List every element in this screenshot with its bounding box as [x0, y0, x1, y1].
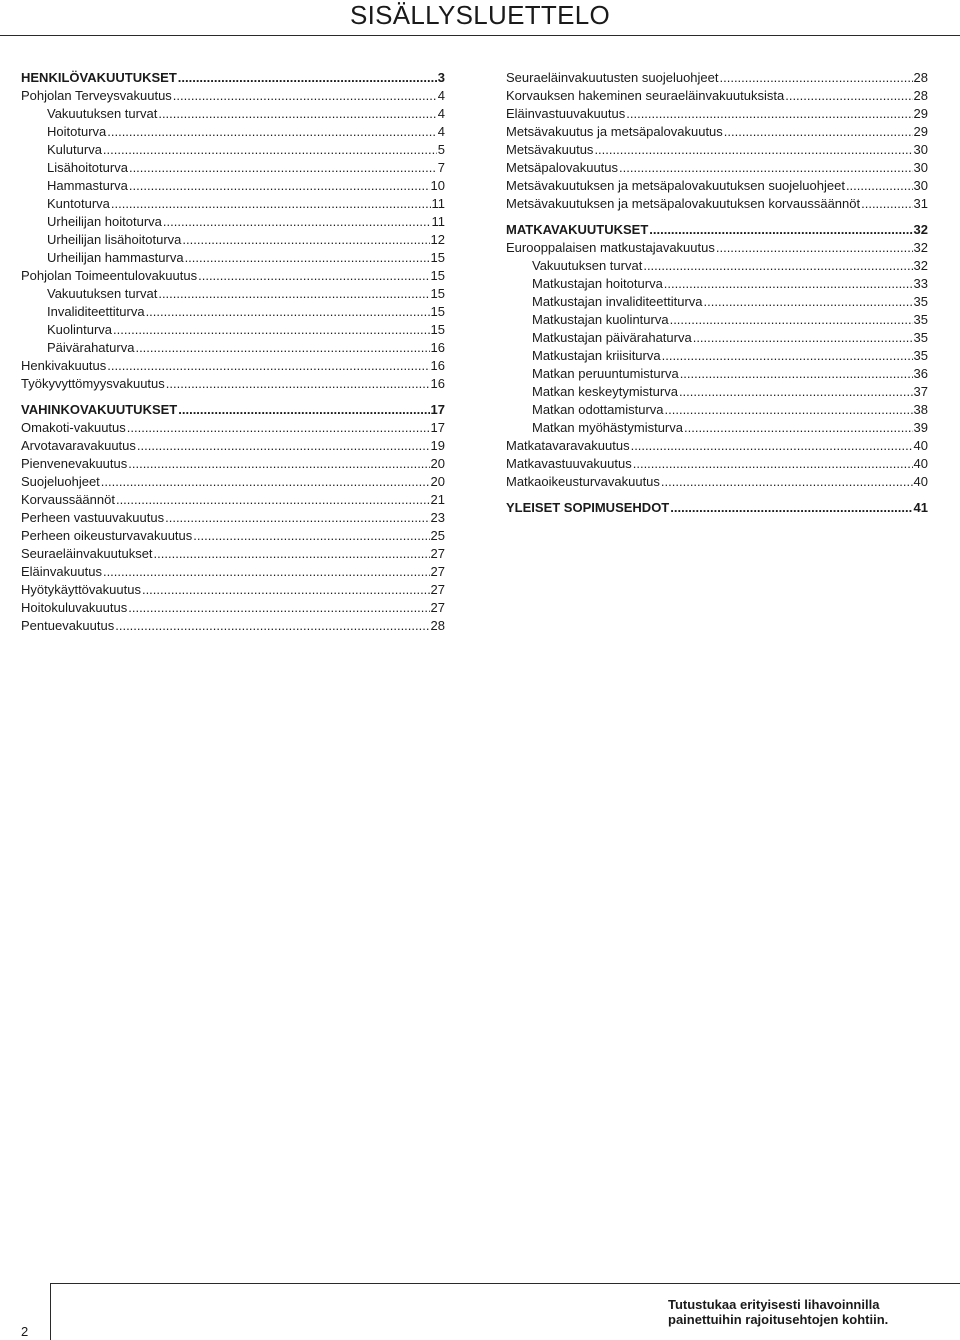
toc-entry[interactable] [21, 581, 445, 599]
toc-dot-leader [101, 473, 430, 491]
toc-entry[interactable] [21, 563, 445, 581]
toc-dot-leader [113, 321, 429, 339]
toc-entry-page: 11 [431, 196, 445, 211]
toc-dot-leader [163, 213, 431, 231]
toc-dot-leader [142, 581, 430, 599]
toc-entry-label: Eläinvakuutus [21, 564, 102, 579]
toc-entry[interactable] [506, 437, 928, 455]
toc-entry[interactable] [506, 347, 928, 365]
toc-entry-page: 5 [437, 142, 445, 157]
toc-entry[interactable] [506, 293, 928, 311]
toc-dot-leader [679, 383, 913, 401]
toc-dot-leader [680, 365, 913, 383]
toc-entry[interactable] [21, 599, 445, 617]
toc-entry-label: Matkan odottamisturva [532, 402, 664, 417]
toc-entry-page: 41 [913, 500, 928, 515]
toc-entry-label: Hoitoturva [47, 124, 107, 139]
toc-dot-leader [128, 599, 429, 617]
toc-entry-page: 27 [430, 582, 445, 597]
toc-entry-page: 40 [913, 474, 928, 489]
toc-dot-leader [633, 455, 913, 473]
toc-dot-leader [619, 159, 913, 177]
toc-entry-page: 10 [430, 178, 445, 193]
toc-entry-label: Metsävakuutus ja metsäpalovakuutus [506, 124, 723, 139]
toc-dot-leader [704, 293, 913, 311]
toc-entry[interactable] [506, 401, 928, 419]
toc-entry-page: 27 [430, 564, 445, 579]
toc-dot-leader [128, 455, 429, 473]
toc-dot-leader [594, 141, 912, 159]
toc-entry-page: 28 [913, 70, 928, 85]
toc-entry-label: Perheen vastuuvakuutus [21, 510, 165, 525]
toc-entry-label: Kuntoturva [47, 196, 110, 211]
toc-dot-leader [649, 221, 912, 239]
toc-dot-leader [643, 257, 912, 275]
toc-entry-label: Urheilijan hammasturva [47, 250, 184, 265]
toc-entry-page: 30 [913, 142, 928, 157]
toc-entry[interactable] [506, 105, 928, 123]
toc-entry-page: 27 [430, 600, 445, 615]
toc-entry[interactable] [506, 257, 928, 275]
toc-entry-page: 28 [913, 88, 928, 103]
toc-entry[interactable] [21, 509, 445, 527]
toc-entry-label: Metsäpalovakuutus [506, 160, 619, 175]
toc-entry[interactable] [21, 267, 445, 285]
toc-dot-leader [129, 159, 437, 177]
toc-entry[interactable] [506, 177, 928, 195]
footer-note [668, 1297, 948, 1327]
toc-entry-page: 31 [913, 196, 928, 211]
toc-dot-leader [661, 473, 913, 491]
toc-dot-leader [716, 239, 913, 257]
toc-entry-page: 11 [431, 214, 445, 229]
toc-entry[interactable] [21, 177, 445, 195]
toc-entry-label: Korvaussäännöt [21, 492, 115, 507]
toc-dot-leader [631, 437, 913, 455]
toc-entry[interactable] [506, 455, 928, 473]
toc-dot-leader [154, 545, 430, 563]
toc-entry[interactable] [506, 123, 928, 141]
toc-entry-page: 35 [913, 348, 928, 363]
toc-entry-label: Matkavastuuvakuutus [506, 456, 632, 471]
toc-dot-leader [166, 375, 430, 393]
toc-entry-label: Matkan myöhästymisturva [532, 420, 683, 435]
toc-entry-label: Pohjolan Terveysvakuutus [21, 88, 172, 103]
toc-dot-leader [198, 267, 429, 285]
toc-section-heading[interactable] [21, 69, 445, 87]
toc-entry-page: 15 [430, 322, 445, 337]
toc-entry-page: 25 [430, 528, 445, 543]
toc-entry-page: 39 [913, 420, 928, 435]
page-number: 2 [21, 1324, 29, 1339]
toc-entry[interactable] [21, 419, 445, 437]
toc-entry[interactable] [21, 141, 445, 159]
toc-entry[interactable] [506, 239, 928, 257]
toc-entry-page: 4 [437, 124, 445, 139]
toc-entry-page: 30 [913, 160, 928, 175]
toc-entry-label: Matkustajan kriisiturva [532, 348, 661, 363]
toc-entry[interactable] [506, 275, 928, 293]
toc-entry[interactable] [21, 105, 445, 123]
toc-dot-leader [146, 303, 430, 321]
toc-entry-label: Hoitokuluvakuutus [21, 600, 128, 615]
toc-entry[interactable] [21, 213, 445, 231]
toc-dot-leader [665, 401, 913, 419]
toc-entry-page: 23 [430, 510, 445, 525]
toc-entry-page: 35 [913, 312, 928, 327]
toc-entry[interactable] [21, 437, 445, 455]
toc-entry[interactable] [21, 527, 445, 545]
toc-entry-page: 33 [913, 276, 928, 291]
toc-entry-label: Metsävakuutus [506, 142, 594, 157]
toc-dot-leader [861, 195, 912, 213]
toc-entry-label: Pentuevakuutus [21, 618, 115, 633]
toc-dot-leader [670, 499, 912, 517]
toc-entry-label: Vakuutuksen turvat [532, 258, 643, 273]
toc-dot-leader [720, 69, 913, 87]
toc-entry[interactable] [21, 473, 445, 491]
toc-dot-leader [178, 69, 437, 87]
toc-left-column [21, 69, 445, 635]
toc-entry-page: 15 [430, 250, 445, 265]
toc-entry-label: Henkivakuutus [21, 358, 107, 373]
toc-dot-leader [116, 491, 430, 509]
toc-dot-leader [785, 87, 912, 105]
toc-entry[interactable] [506, 383, 928, 401]
toc-entry-label: Seuraeläinvakuutusten suojeluohjeet [506, 70, 719, 85]
toc-entry[interactable] [21, 249, 445, 267]
toc-dot-leader [182, 231, 429, 249]
toc-entry-label: Päivärahaturva [47, 340, 135, 355]
toc-entry[interactable] [506, 141, 928, 159]
toc-entry-label: VAHINKOVAKUUTUKSET [21, 402, 178, 417]
toc-entry[interactable] [21, 321, 445, 339]
toc-entry-page: 15 [430, 304, 445, 319]
toc-dot-leader [693, 329, 913, 347]
toc-entry-label: Matkaoikeusturvavakuutus [506, 474, 660, 489]
toc-entry[interactable] [21, 375, 445, 393]
toc-dot-leader [135, 339, 429, 357]
toc-entry[interactable] [21, 195, 445, 213]
toc-dot-leader [662, 347, 913, 365]
toc-entry-page: 3 [437, 70, 445, 85]
footer-rule [50, 1283, 960, 1284]
toc-entry[interactable] [506, 159, 928, 177]
toc-entry-page: 19 [430, 438, 445, 453]
toc-entry-label: Matkan peruuntumisturva [532, 366, 679, 381]
toc-entry[interactable] [506, 419, 928, 437]
toc-entry-label: Kuolinturva [47, 322, 113, 337]
toc-dot-leader [111, 195, 431, 213]
toc-dot-leader [165, 509, 429, 527]
toc-entry-label: HENKILÖVAKUUTUKSET [21, 70, 177, 85]
toc-entry-label: Arvotavaravakuutus [21, 438, 136, 453]
toc-entry[interactable] [506, 69, 928, 87]
toc-dot-leader [670, 311, 913, 329]
toc-dot-leader [185, 249, 430, 267]
toc-entry-label: Suojeluohjeet [21, 474, 100, 489]
toc-dot-leader [137, 437, 430, 455]
footer-note-line: Tutustukaa erityisesti lihavoinnilla [668, 1297, 880, 1312]
toc-entry-page: 4 [437, 106, 445, 121]
toc-entry-label: Matkustajan hoitoturva [532, 276, 663, 291]
toc-entry-label: Invaliditeettiturva [47, 304, 145, 319]
toc-entry[interactable] [21, 455, 445, 473]
toc-section-heading[interactable] [21, 401, 445, 419]
toc-entry-page: 28 [430, 618, 445, 633]
toc-entry-label: Urheilijan hoitoturva [47, 214, 162, 229]
toc-entry[interactable] [21, 491, 445, 509]
toc-entry-page: 16 [430, 358, 445, 373]
toc-entry-label: Metsävakuutuksen ja metsäpalovakuutuksen korvaussäännöt [506, 196, 861, 211]
toc-entry-label: Matkan keskeytymisturva [532, 384, 678, 399]
toc-entry-label: Urheilijan lisähoitoturva [47, 232, 182, 247]
toc-entry-page: 29 [913, 106, 928, 121]
toc-dot-leader [193, 527, 429, 545]
toc-entry-label: Eurooppalaisen matkustajavakuutus [506, 240, 715, 255]
toc-dot-leader [158, 105, 436, 123]
toc-entry-label: Metsävakuutuksen ja metsäpalovakuutuksen suojeluohjeet [506, 178, 845, 193]
toc-dot-leader [846, 177, 913, 195]
footer-note-line: painettuihin rajoitusehtojen kohtiin. [668, 1312, 889, 1327]
toc-entry-label: Seuraeläinvakuutukset [21, 546, 153, 561]
toc-dot-leader [107, 123, 437, 141]
toc-dot-leader [129, 177, 430, 195]
toc-entry-label: Vakuutuksen turvat [47, 286, 158, 301]
toc-entry-label: Pohjolan Toimeentulovakuutus [21, 268, 198, 283]
toc-entry-label: Matkatavaravakuutus [506, 438, 630, 453]
toc-dot-leader [664, 275, 913, 293]
toc-entry-page: 37 [913, 384, 928, 399]
toc-entry-page: 40 [913, 438, 928, 453]
toc-entry-page: 16 [430, 340, 445, 355]
toc-dot-leader [103, 563, 430, 581]
toc-dot-leader [626, 105, 912, 123]
toc-entry-label: Matkustajan invaliditeettiturva [532, 294, 703, 309]
toc-entry-label: YLEISET SOPIMUSEHDOT [506, 500, 670, 515]
toc-entry[interactable] [21, 545, 445, 563]
toc-entry-page: 35 [913, 294, 928, 309]
toc-right-column [506, 69, 928, 517]
toc-entry-label: Hyötykäyttövakuutus [21, 582, 141, 597]
toc-entry-page: 35 [913, 330, 928, 345]
toc-dot-leader [115, 617, 429, 635]
toc-entry[interactable] [21, 357, 445, 375]
toc-entry-label: Perheen oikeusturvavakuutus [21, 528, 193, 543]
toc-entry-page: 7 [437, 160, 445, 175]
toc-entry-page: 20 [430, 456, 445, 471]
toc-dot-leader [103, 141, 437, 159]
toc-entry-label: Työkyvyttömyysvakuutus [21, 376, 165, 391]
toc-dot-leader [684, 419, 913, 437]
toc-entry[interactable] [21, 87, 445, 105]
toc-dot-leader [127, 419, 430, 437]
toc-spacer [506, 491, 928, 499]
toc-entry[interactable] [21, 159, 445, 177]
toc-entry-label: Lisähoitoturva [47, 160, 128, 175]
toc-section-heading[interactable] [506, 499, 928, 517]
toc-entry-page: 27 [430, 546, 445, 561]
toc-entry-page: 21 [430, 492, 445, 507]
toc-entry-page: 30 [913, 178, 928, 193]
toc-dot-leader [724, 123, 913, 141]
toc-entry-page: 32 [913, 240, 928, 255]
toc-dot-leader [107, 357, 429, 375]
toc-entry[interactable] [506, 311, 928, 329]
toc-entry-label: Kuluturva [47, 142, 102, 157]
toc-entry-page: 38 [913, 402, 928, 417]
toc-entry-page: 12 [430, 232, 445, 247]
toc-entry[interactable] [506, 329, 928, 347]
toc-entry-page: 17 [430, 420, 445, 435]
toc-dot-leader [158, 285, 429, 303]
toc-entry-label: Matkustajan kuolinturva [532, 312, 669, 327]
toc-entry-page: 20 [430, 474, 445, 489]
toc-entry[interactable] [506, 365, 928, 383]
toc-dot-leader [173, 87, 437, 105]
toc-entry-label: Omakoti-vakuutus [21, 420, 126, 435]
toc-entry[interactable] [21, 339, 445, 357]
toc-entry-label: Vakuutuksen turvat [47, 106, 158, 121]
toc-entry[interactable] [506, 87, 928, 105]
toc-entry-label: Matkustajan päivärahaturva [532, 330, 692, 345]
toc-entry-page: 15 [430, 286, 445, 301]
toc-entry[interactable] [21, 303, 445, 321]
toc-dot-leader [178, 401, 429, 419]
toc-entry-page: 29 [913, 124, 928, 139]
toc-entry[interactable] [21, 285, 445, 303]
toc-entry-page: 32 [913, 258, 928, 273]
toc-entry[interactable] [21, 123, 445, 141]
toc-spacer [506, 213, 928, 221]
toc-entry-page: 40 [913, 456, 928, 471]
toc-entry-label: Hammasturva [47, 178, 128, 193]
toc-spacer [21, 393, 445, 401]
toc-entry-page: 15 [430, 268, 445, 283]
toc-entry[interactable] [506, 195, 928, 213]
page-title: SISÄLLYSLUETTELO [0, 0, 960, 36]
toc-entry-page: 17 [430, 402, 445, 417]
footer-divider [50, 1283, 51, 1340]
toc-entry-label: Korvauksen hakeminen seuraeläinvakuutuksista [506, 88, 785, 103]
toc-entry-label: MATKAVAKUUTUKSET [506, 222, 649, 237]
toc-entry-page: 36 [913, 366, 928, 381]
toc-entry-page: 4 [437, 88, 445, 103]
toc-entry-page: 32 [913, 222, 928, 237]
toc-entry[interactable] [21, 231, 445, 249]
toc-entry[interactable] [506, 473, 928, 491]
toc-section-heading[interactable] [506, 221, 928, 239]
toc-entry-label: Pienvenevakuutus [21, 456, 128, 471]
toc-entry-page: 16 [430, 376, 445, 391]
toc-entry-label: Eläinvastuuvakuutus [506, 106, 626, 121]
toc-entry[interactable] [21, 617, 445, 635]
